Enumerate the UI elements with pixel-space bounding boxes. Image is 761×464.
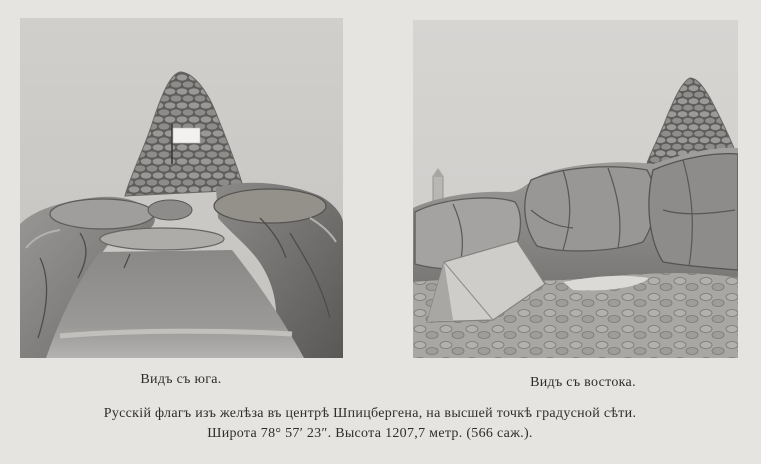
caption-view-from-south: Видъ съ юга. [140,372,222,387]
plate-caption-line-2: Широта 78° 57′ 23″. Высота 1207,7 метр. (566 саж.). [207,426,533,441]
distant-tower [433,176,443,202]
flag [173,128,200,143]
boulder-center [525,167,655,251]
photo-view-from-east [413,20,738,358]
plate-caption-line-1: Русскій флагъ изъ желѣза въ центрѣ Шпицбергена, на высшей точкѣ градусной сѣти. [103,406,637,421]
ridge-boulder-left [50,199,154,229]
plate-caption [0,404,740,444]
photo-south-image [20,18,343,358]
central-slab [100,228,224,250]
ridge-boulder-mid [148,200,192,220]
photo-east-image [413,20,738,358]
photo-view-from-south [20,18,343,358]
caption-view-from-east: Видъ съ востока. [530,375,636,390]
ridge-boulder-right [214,189,326,223]
